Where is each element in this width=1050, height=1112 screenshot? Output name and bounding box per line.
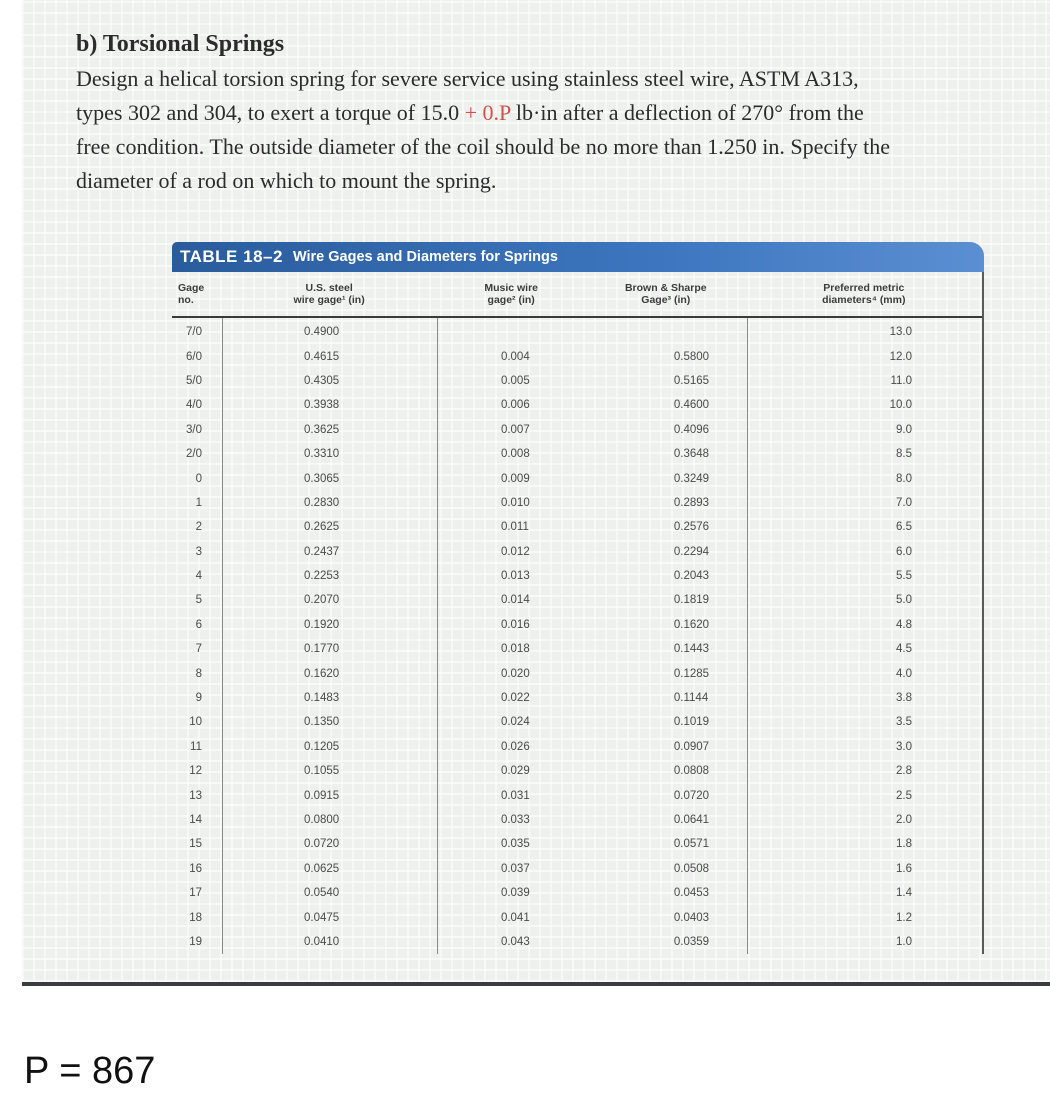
cell-metric: 1.0	[896, 935, 912, 948]
cell-music-wire: 0.006	[500, 399, 530, 412]
header-metric-line2: diameters⁴ (mm)	[822, 294, 906, 306]
cell-metric: 6.5	[896, 521, 912, 534]
table-title-bar	[172, 242, 984, 272]
cell-gage: 16	[189, 862, 202, 875]
table-row	[172, 588, 982, 612]
header-us-line2: wire gage¹ (in)	[293, 294, 365, 306]
header-bs-line1: Brown & Sharpe	[624, 282, 707, 294]
header-gage-line2: no.	[178, 294, 194, 306]
cell-metric: 1.2	[896, 911, 912, 924]
cell-gage: 6	[195, 618, 202, 631]
cell-us-steel: 0.3625	[303, 423, 340, 436]
cell-music-wire: 0.020	[500, 667, 530, 680]
cell-us-steel: 0.0410	[303, 935, 340, 948]
cell-brown-sharpe: 0.3249	[673, 472, 710, 485]
cell-metric: 8.5	[896, 448, 912, 461]
cell-metric: 2.5	[896, 789, 912, 802]
cell-metric: 12.0	[889, 350, 912, 363]
cell-metric: 9.0	[896, 423, 912, 436]
cell-music-wire: 0.011	[500, 521, 529, 534]
cell-gage: 7/0	[185, 326, 202, 339]
cell-gage: 1	[195, 496, 202, 509]
header-music-line2: gage² (in)	[487, 294, 535, 306]
cell-gage: 19	[189, 935, 202, 948]
wire-gage-table	[172, 242, 984, 954]
header-metric	[746, 282, 982, 306]
cell-metric: 10.0	[889, 399, 912, 412]
cell-metric: 2.0	[896, 814, 912, 826]
problem-line-4: diameter of a rod on which to mount the spring.	[76, 168, 497, 193]
cell-metric: 6.0	[896, 545, 912, 558]
cell-brown-sharpe: 0.1620	[673, 618, 710, 631]
cell-gage: 17	[189, 887, 202, 900]
table-row	[172, 344, 982, 368]
table-row	[172, 418, 982, 442]
table-row	[172, 783, 982, 807]
cell-gage: 10	[189, 716, 202, 729]
table-number: TABLE 18–2	[180, 247, 283, 266]
cell-metric: 1.6	[896, 862, 912, 875]
header-bs-line2: Gage³ (in)	[641, 294, 691, 306]
cell-brown-sharpe: 0.4600	[673, 399, 710, 412]
table-row	[172, 905, 982, 929]
cell-gage: 2	[195, 521, 202, 534]
cell-gage: 0	[195, 472, 202, 485]
cell-us-steel: 0.4900	[303, 326, 340, 339]
header-us-steel	[222, 282, 436, 306]
table-row	[172, 930, 982, 954]
cell-gage: 7	[195, 643, 202, 656]
table-row	[172, 442, 982, 466]
cell-metric: 2.8	[896, 765, 912, 778]
problem-statement	[76, 28, 1046, 198]
cell-music-wire: 0.033	[500, 814, 530, 826]
cell-us-steel: 0.2070	[303, 594, 340, 607]
cell-brown-sharpe: 0.2294	[673, 545, 710, 558]
cell-metric: 5.0	[896, 594, 912, 607]
cell-us-steel: 0.0915	[303, 789, 340, 802]
cell-music-wire: 0.013	[500, 570, 530, 583]
cell-brown-sharpe: 0.2576	[673, 521, 710, 534]
cell-metric: 11.0	[890, 374, 912, 387]
header-gage	[172, 282, 222, 306]
cell-us-steel: 0.1350	[303, 716, 340, 729]
cell-brown-sharpe: 0.4096	[673, 423, 710, 436]
cell-us-steel: 0.0800	[303, 814, 340, 826]
cell-brown-sharpe: 0.0403	[673, 911, 710, 924]
table-row	[172, 613, 982, 637]
table-row	[172, 832, 982, 856]
cell-us-steel: 0.2830	[303, 496, 340, 509]
cell-brown-sharpe: 0.2893	[673, 496, 710, 509]
cell-gage: 6/0	[185, 350, 202, 363]
cell-us-steel: 0.0475	[303, 911, 340, 924]
cell-metric: 3.0	[896, 740, 912, 753]
cell-music-wire: 0.029	[500, 765, 530, 778]
cell-brown-sharpe: 0.1019	[673, 716, 710, 729]
cell-music-wire: 0.037	[500, 862, 530, 875]
cell-brown-sharpe: 0.3648	[673, 448, 710, 461]
table-row	[172, 491, 982, 515]
cell-us-steel: 0.1205	[303, 740, 340, 753]
table-row	[172, 759, 982, 783]
cell-brown-sharpe: 0.1819	[673, 594, 710, 607]
cell-metric: 3.8	[896, 692, 912, 705]
table-row	[172, 661, 982, 685]
table-row	[172, 515, 982, 539]
cell-metric: 7.0	[896, 496, 912, 509]
problem-line-2a: types 302 and 304, to exert a torque of 15.0	[76, 100, 465, 125]
cell-us-steel: 0.4305	[303, 374, 340, 387]
cell-us-steel: 0.1620	[303, 667, 340, 680]
table-row	[172, 637, 982, 661]
cell-us-steel: 0.1920	[303, 618, 340, 631]
column-divider	[747, 318, 748, 954]
cell-music-wire: 0.007	[500, 423, 530, 436]
table-row	[172, 540, 982, 564]
cell-us-steel: 0.0540	[303, 887, 340, 900]
table-row	[172, 320, 982, 344]
cell-gage: 13	[189, 789, 202, 802]
table-rows	[172, 318, 982, 954]
table-body	[172, 272, 984, 954]
textbook-photo	[22, 0, 1050, 986]
table-title: Wire Gages and Diameters for Springs	[292, 249, 558, 265]
cell-music-wire: 0.022	[500, 692, 530, 705]
cell-metric: 4.5	[896, 643, 912, 656]
table-row	[172, 808, 982, 832]
cell-gage: 5/0	[185, 374, 202, 387]
problem-text	[76, 62, 1046, 198]
table-row	[172, 881, 982, 905]
table-row	[172, 369, 982, 393]
cell-gage: 14	[189, 814, 202, 826]
p-value-label: P = 867	[24, 1050, 156, 1092]
column-divider	[222, 318, 223, 954]
cell-metric: 4.8	[896, 618, 912, 631]
cell-music-wire: 0.010	[500, 496, 530, 509]
cell-metric: 1.4	[896, 887, 912, 900]
header-metric-line1: Preferred metric	[823, 282, 905, 294]
cell-brown-sharpe: 0.2043	[673, 570, 710, 583]
cell-gage: 18	[189, 911, 202, 924]
cell-us-steel: 0.0720	[303, 838, 340, 851]
cell-us-steel: 0.2625	[303, 521, 340, 534]
cell-music-wire: 0.005	[500, 374, 530, 387]
cell-us-steel: 0.1483	[303, 692, 340, 705]
cell-music-wire: 0.009	[500, 472, 530, 485]
cell-brown-sharpe: 0.0453	[673, 887, 710, 900]
cell-music-wire: 0.031	[500, 789, 530, 802]
problem-line-1: Design a helical torsion spring for severe service using stainless steel wire, ASTM A313,	[76, 66, 859, 91]
problem-heading: b) Torsional Springs	[76, 31, 285, 57]
cell-music-wire: 0.016	[500, 618, 530, 631]
header-us-line1: U.S. steel	[305, 282, 353, 294]
cell-brown-sharpe: 0.0508	[673, 862, 710, 875]
header-music-line1: Music wire	[484, 282, 539, 294]
cell-music-wire: 0.004	[500, 350, 530, 363]
cell-gage: 12	[189, 765, 202, 778]
cell-gage: 4/0	[185, 399, 202, 412]
cell-gage: 5	[195, 594, 202, 607]
cell-gage: 3	[195, 545, 202, 558]
cell-metric: 1.8	[896, 838, 912, 851]
cell-brown-sharpe: 0.5800	[673, 350, 710, 363]
cell-gage: 3/0	[185, 423, 202, 436]
cell-music-wire: 0.041	[500, 911, 530, 924]
cell-us-steel: 0.0625	[303, 862, 340, 875]
cell-music-wire: 0.008	[500, 448, 530, 461]
table-row	[172, 564, 982, 588]
table-row	[172, 857, 982, 881]
table-row	[172, 686, 982, 710]
cell-brown-sharpe: 0.0359	[673, 935, 710, 948]
cell-metric: 4.0	[896, 667, 912, 680]
cell-gage: 8	[195, 667, 202, 680]
cell-brown-sharpe: 0.0720	[673, 789, 710, 802]
cell-music-wire: 0.035	[500, 838, 530, 851]
cell-metric: 8.0	[896, 472, 912, 485]
cell-music-wire: 0.039	[500, 887, 530, 900]
cell-gage: 4	[195, 570, 202, 583]
cell-us-steel: 0.2437	[303, 545, 340, 558]
table-row	[172, 735, 982, 759]
cell-gage: 2/0	[185, 448, 202, 461]
torque-variable: + 0.P	[464, 100, 511, 125]
table-row	[172, 393, 982, 417]
cell-brown-sharpe: 0.1285	[673, 667, 710, 680]
cell-us-steel: 0.1055	[303, 765, 340, 778]
cell-us-steel: 0.3310	[303, 448, 340, 461]
cell-us-steel: 0.3938	[303, 399, 340, 412]
cell-brown-sharpe: 0.0808	[673, 765, 710, 778]
column-divider	[437, 318, 438, 954]
cell-music-wire: 0.012	[500, 545, 530, 558]
cell-music-wire: 0.014	[500, 594, 530, 607]
cell-us-steel: 0.1770	[303, 643, 340, 656]
cell-brown-sharpe: 0.1443	[673, 643, 710, 656]
problem-line-2c: lb·in after a deflection of 270° from the	[510, 100, 864, 125]
table-row	[172, 710, 982, 734]
cell-brown-sharpe: 0.5165	[673, 374, 710, 387]
table-row	[172, 466, 982, 490]
cell-us-steel: 0.2253	[303, 570, 340, 583]
cell-metric: 13.0	[889, 326, 912, 339]
cell-gage: 15	[189, 838, 202, 851]
header-music-wire	[436, 282, 586, 306]
cell-brown-sharpe: 0.1144	[673, 692, 709, 705]
cell-metric: 3.5	[896, 716, 912, 729]
cell-music-wire: 0.026	[500, 740, 530, 753]
cell-gage: 9	[195, 692, 202, 705]
problem-line-3: free condition. The outside diameter of the coil should be no more than 1.250 in. Specify the	[76, 134, 890, 159]
cell-metric: 5.5	[896, 570, 912, 583]
header-brown-sharpe	[586, 282, 746, 306]
header-gage-line1: Gage	[178, 282, 205, 294]
cell-music-wire: 0.018	[500, 643, 530, 656]
cell-gage: 11	[190, 740, 202, 753]
cell-brown-sharpe: 0.0641	[673, 814, 710, 826]
cell-us-steel: 0.4615	[303, 350, 340, 363]
cell-us-steel: 0.3065	[303, 472, 340, 485]
cell-brown-sharpe: 0.0907	[673, 740, 710, 753]
cell-music-wire: 0.043	[500, 935, 530, 948]
cell-music-wire: 0.024	[500, 716, 530, 729]
table-column-headers	[172, 272, 982, 318]
cell-brown-sharpe: 0.0571	[673, 838, 710, 851]
